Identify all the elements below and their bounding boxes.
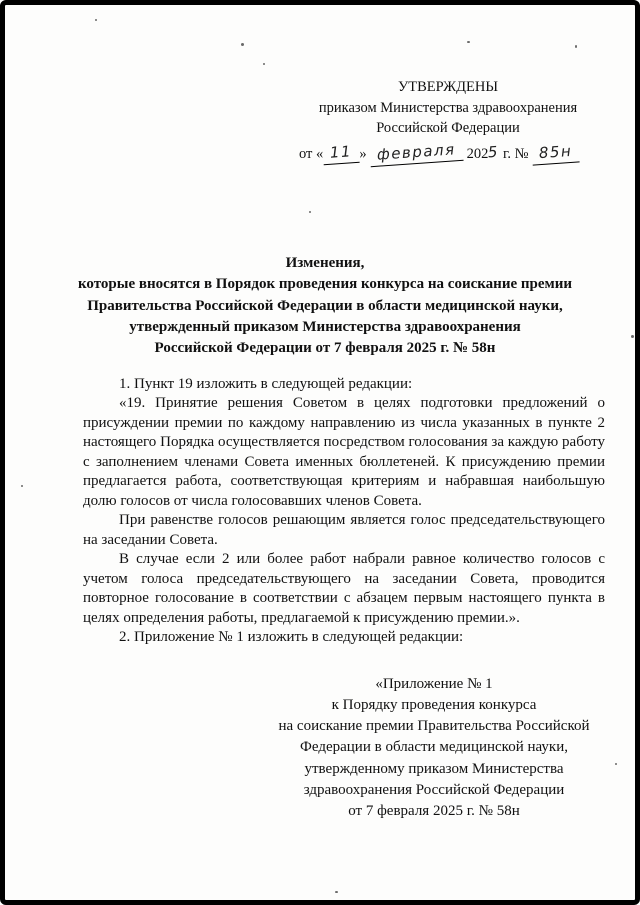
- approval-line: приказом Министерства здравоохранения: [318, 99, 578, 116]
- document-title: [39, 253, 611, 359]
- approval-heading: УТВЕРЖДЕНЫ: [397, 79, 499, 95]
- scan-artifact: [615, 763, 617, 765]
- title-line: которые вносятся в Порядок проведения конкурса на соискание премии: [77, 276, 573, 293]
- title-line: утвержденный приказом Министерства здравоохранения: [129, 318, 521, 335]
- date-year-printed: 202: [466, 145, 489, 162]
- title-line: Российской Федерации от 7 февраля 2025 г. № 58н: [154, 340, 496, 357]
- scan-artifact: [335, 891, 338, 893]
- document-body: [83, 375, 605, 648]
- scan-artifact: [95, 19, 97, 21]
- appendix-line: утвержденному приказом Министерства: [304, 760, 564, 777]
- scan-artifact: [631, 335, 634, 338]
- approval-date-line: [293, 140, 603, 165]
- appendix-line: к Порядку проведения конкурса: [331, 696, 537, 713]
- appendix-line: от 7 февраля 2025 г. № 58н: [348, 803, 520, 820]
- handwritten-day: 11: [322, 141, 360, 166]
- approval-block: [293, 77, 603, 165]
- handwritten-year-digit: 5: [487, 142, 500, 162]
- date-prefix: от «: [299, 145, 324, 162]
- scan-artifact: [575, 45, 577, 48]
- handwritten-order-number: 85н: [531, 140, 580, 166]
- appendix-line: здравоохранения Российской Федерации: [303, 782, 565, 798]
- appendix-line: «Приложение № 1: [375, 675, 493, 692]
- body-paragraph: В случае если 2 или более работ набрали равное количество голосов с учетом голоса председательствующего на заседании Совета, проводится повторное голосование в соответствии с абзацем первым настоящего пункта в целях определения работы, предлагаемой к присуждению премии.».: [83, 551, 605, 626]
- handwritten-month: февраля: [370, 139, 464, 168]
- title-line: Изменения,: [285, 255, 365, 272]
- scan-artifact: [21, 485, 23, 487]
- body-paragraph: 2. Приложение № 1 изложить в следующей редакции:: [119, 629, 464, 646]
- scan-artifact: [263, 63, 265, 65]
- title-line: Правительства Российской Федерации в области медицинской науки,: [87, 297, 563, 314]
- body-paragraph: «19. Принятие решения Советом в целях подготовки предложений о присуждении премии по каждому направлению из числа указанных в пункте 2 настоящего Порядка осуществляется посредством голосования за каждую работу с заполнением членами Совета именных бюллетеней. К присуждению премии предлагается работа, соответствующая критериям и набравшая наибольшую долю голосов от числа голосовавших членов Совета.: [83, 395, 605, 509]
- appendix-reference-block: [269, 674, 599, 823]
- body-paragraph: При равенстве голосов решающим является голос председательствующего на заседании Совета.: [83, 512, 605, 548]
- date-close-quote: »: [359, 145, 367, 162]
- scan-artifact: [309, 211, 311, 213]
- approval-line: Российской Федерации: [376, 120, 520, 137]
- body-paragraph: 1. Пункт 19 изложить в следующей редакции:: [119, 375, 413, 392]
- date-year-suffix: г. №: [499, 145, 529, 162]
- appendix-line: Федерации в области медицинской науки,: [300, 739, 568, 756]
- scan-artifact: [241, 43, 244, 46]
- scan-artifact: [467, 41, 470, 43]
- appendix-line: на соискание премии Правительства Российской: [278, 718, 590, 735]
